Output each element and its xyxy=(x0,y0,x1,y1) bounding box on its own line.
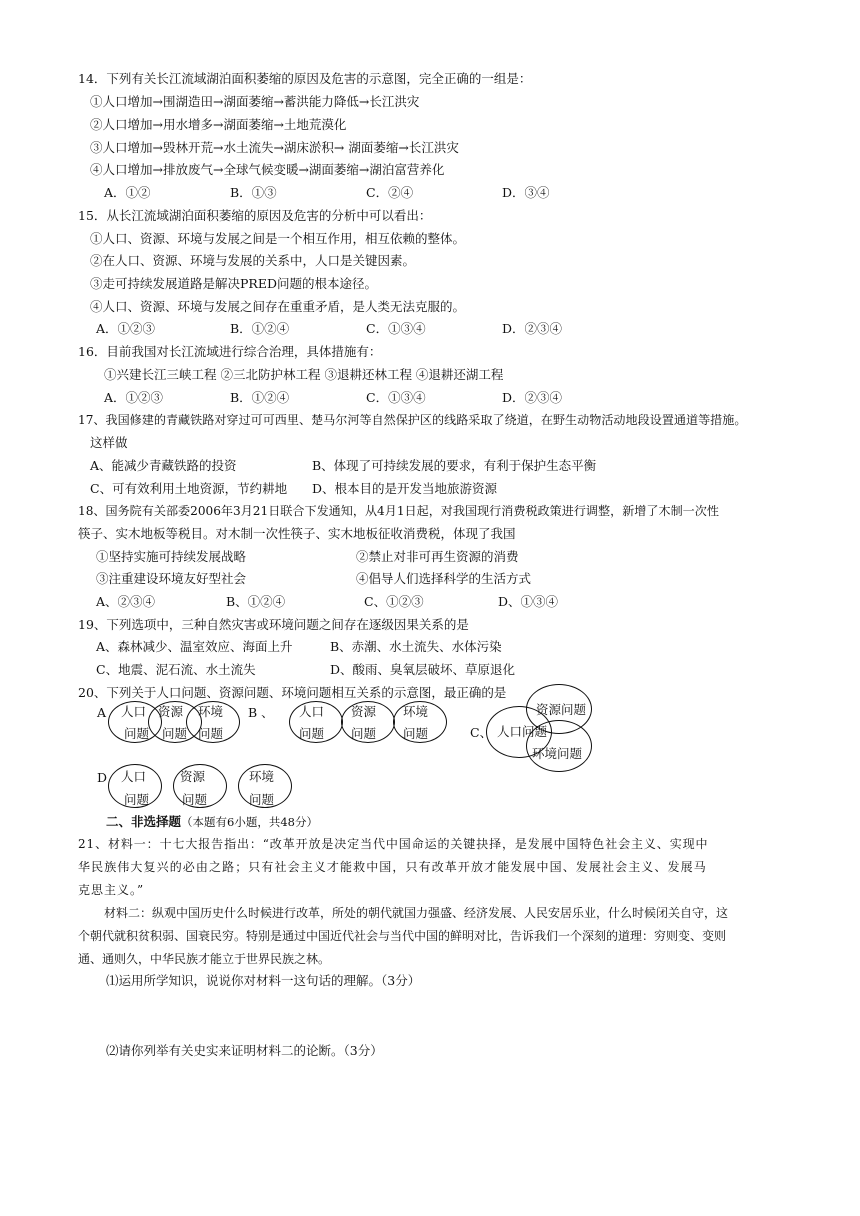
q15-item-4: ④人口、资源、环境与发展之间存在重重矛盾，是人类无法克服的。 xyxy=(90,299,466,314)
q18-item-1: ①坚持实施可持续发展战略 xyxy=(96,549,247,564)
q17-option-c: C、可有效利用土地资源，节约耕地 xyxy=(90,481,288,496)
q20-b-c1-top: 人口 xyxy=(299,704,325,719)
section-2-title: 二、非选择题 xyxy=(106,814,182,829)
section-2-note: （本题有6小题，共48分） xyxy=(181,815,318,829)
q20-c-text-2: 人口问题 xyxy=(497,724,548,739)
q21-material-1-line-3: 克思主义。” xyxy=(78,883,145,897)
q20-a-c1-top: 人口 xyxy=(121,704,147,719)
q15-item-3: ③走可持续发展道路是解决PRED问题的根本途径。 xyxy=(90,276,377,291)
q19-option-c: C、地震、泥石流、水土流失 xyxy=(96,662,256,677)
q15-option-a: A．①②③ xyxy=(96,321,156,336)
q14-stem: 14．下列有关长江流域湖泊面积萎缩的原因及危害的示意图，完全正确的一组是： xyxy=(78,71,532,86)
q17-option-a: A、能减少青藏铁路的投资 xyxy=(90,458,237,473)
q19-stem: 19、下列选项中，三种自然灾害或环境问题之间存在逐级因果关系的是 xyxy=(78,617,469,632)
q15-stem: 15．从长江流域湖泊面积萎缩的原因及危害的分析中可以看出： xyxy=(78,208,432,223)
q20-a-c3-bottom: 问题 xyxy=(198,726,224,741)
q16-option-b: B．①②④ xyxy=(230,390,290,405)
section-2-heading xyxy=(106,813,318,831)
q20-label-c: C、 xyxy=(470,725,493,740)
q16-option-d: D．②③④ xyxy=(502,390,563,405)
q21-material-1-line-2: 华民族伟大复兴的必由之路；只有社会主义才能救中国，只有改革开放才能发展中国、发展社会主义、发展马 xyxy=(78,860,707,874)
q15-option-b: B．①②④ xyxy=(230,321,290,336)
q21-subquestion-2: ⑵请你列举有关史实来证明材料二的论断。（3分） xyxy=(106,1043,383,1058)
q18-item-3: ③注重建设环境友好型社会 xyxy=(96,571,247,586)
q16-stem: 16．目前我国对长江流域进行综合治理，具体措施有： xyxy=(78,344,382,359)
q21-material-2-line-1: 材料二：纵观中国历史什么时候进行改革，所处的朝代就国力强盛、经济发展、人民安居乐业，什么时候闭关自守，这 xyxy=(104,906,729,920)
q14-option-b: B．①③ xyxy=(230,185,277,200)
q16-option-a: A．①②③ xyxy=(104,390,164,405)
q20-label-b: B 、 xyxy=(248,705,274,720)
q20-a-c2-top: 资源 xyxy=(158,704,184,719)
q21-material-2-line-3: 通、通则久，中华民族才能立于世界民族之林。 xyxy=(78,952,331,966)
q19-option-d: D、酸雨、臭氧层破坏、草原退化 xyxy=(330,662,516,677)
q15-item-1: ①人口、资源、环境与发展之间是一个相互作用，相互依赖的整体。 xyxy=(90,231,466,246)
q20-label-d: D xyxy=(97,770,108,785)
q14-option-c: C．②④ xyxy=(366,185,414,200)
q20-d-c1-bottom: 问题 xyxy=(124,792,150,807)
q20-d-c2-bottom: 问题 xyxy=(182,792,208,807)
q14-item-1: ①人口增加→围湖造田→湖面萎缩→蓄洪能力降低→长江洪灾 xyxy=(90,94,420,109)
q20-b-c2-top: 资源 xyxy=(351,704,377,719)
q20-b-c3-bottom: 问题 xyxy=(403,726,429,741)
q20-d-c3-bottom: 问题 xyxy=(249,792,275,807)
q15-option-d: D．②③④ xyxy=(502,321,563,336)
q20-a-c1-bottom: 问题 xyxy=(124,726,150,741)
q20-b-c1-bottom: 问题 xyxy=(299,726,325,741)
q15-option-c: C．①③④ xyxy=(366,321,426,336)
q20-c-text-3: 环境问题 xyxy=(532,746,583,761)
q17-stem-cont: 这样做 xyxy=(90,435,128,450)
q14-option-a: A．①② xyxy=(104,185,151,200)
q20-a-c2-bottom: 问题 xyxy=(162,726,188,741)
q18-option-d: D、①③④ xyxy=(498,594,559,609)
q18-stem-cont: 筷子、实木地板等税目。对木制一次性筷子、实木地板征收消费税，体现了我国 xyxy=(78,526,516,541)
q14-item-2: ②人口增加→用水增多→湖面萎缩→土地荒漠化 xyxy=(90,117,347,132)
q16-option-c: C．①③④ xyxy=(366,390,426,405)
q20-label-a: A xyxy=(97,705,107,720)
q20-d-c2-top: 资源 xyxy=(180,769,206,784)
q14-item-4: ④人口增加→排放废气→全球气候变暖→湖面萎缩→湖泊富营养化 xyxy=(90,162,445,177)
q15-item-2: ②在人口、资源、环境与发展的关系中，人口是关键因素。 xyxy=(90,253,416,268)
q21-subquestion-1: ⑴运用所学知识，说说你对材料一这句话的理解。（3分） xyxy=(106,973,421,988)
q21-material-1-line-1: 21、材料一：十七大报告指出：“改革开放是决定当代中国命运的关键抉择，是发展中国特色社会主义、实现中 xyxy=(78,837,709,851)
q20-b-c3-top: 环境 xyxy=(403,704,429,719)
q20-c-text-1: 资源问题 xyxy=(536,702,587,717)
q16-items: ①兴建长江三峡工程 ②三北防护林工程 ③退耕还林工程 ④退耕还湖工程 xyxy=(104,367,504,382)
q19-option-b: B、赤潮、水土流失、水体污染 xyxy=(330,639,502,654)
q18-option-b: B、①②④ xyxy=(226,594,286,609)
q17-option-d: D、根本目的是开发当地旅游资源 xyxy=(312,481,498,496)
q14-option-d: D．③④ xyxy=(502,185,550,200)
q18-option-c: C、①②③ xyxy=(364,594,424,609)
q20-b-c2-bottom: 问题 xyxy=(351,726,377,741)
q19-option-a: A、森林减少、温室效应、海面上升 xyxy=(96,639,293,654)
q17-stem: 17、我国修建的青藏铁路对穿过可可西里、楚马尔河等自然保护区的线路采取了绕道，在野生动物活动地段设置通道等措施。 xyxy=(78,413,747,427)
q20-d-c3-top: 环境 xyxy=(249,769,275,784)
q18-option-a: A、②③④ xyxy=(96,594,156,609)
q18-item-2: ②禁止对非可再生资源的消费 xyxy=(356,549,519,564)
q20-stem: 20、下列关于人口问题、资源问题、环境问题相互关系的示意图，最正确的是 xyxy=(78,685,507,700)
q18-stem: 18、国务院有关部委2006年3月21日联合下发通知，从4月1日起，对我国现行消费税政策进行调整，新增了木制一次性 xyxy=(78,504,719,518)
q18-item-4: ④倡导人们选择科学的生活方式 xyxy=(356,571,532,586)
q14-item-3: ③人口增加→毁林开荒→水土流失→湖床淤积→ 湖面萎缩→长江洪灾 xyxy=(90,140,459,155)
q20-d-c1-top: 人口 xyxy=(121,769,147,784)
q21-material-2-line-2: 个朝代就积贫积弱、国衰民穷。特别是通过中国近代社会与当代中国的鲜明对比，告诉我们一个深刻的道理：穷则变、变则 xyxy=(78,929,727,943)
q17-option-b: B、体现了可持续发展的要求，有利于保护生态平衡 xyxy=(312,458,597,473)
q20-a-c3-top: 环境 xyxy=(198,704,224,719)
